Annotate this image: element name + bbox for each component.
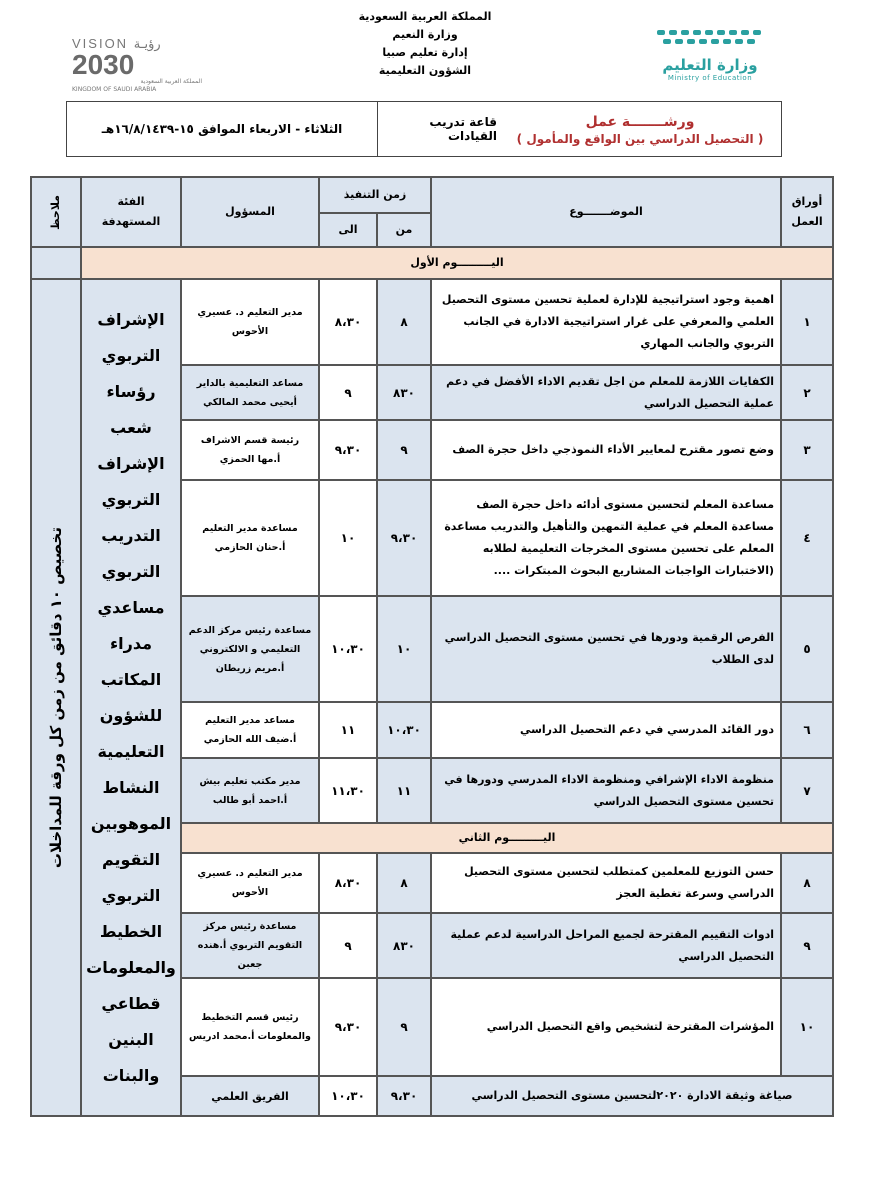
moe-logo-en: Ministry of Education — [667, 74, 753, 82]
schedule-table — [30, 176, 834, 1117]
row-number: ٩ — [781, 913, 833, 978]
row-responsible: مساعدة رئيس مركز التقويم التربوي أ.هنده جعبن — [181, 913, 319, 978]
workshop-title-cell — [497, 102, 783, 156]
row-number: ٣ — [781, 420, 833, 480]
row-from: ١٠،٣٠ — [377, 702, 431, 758]
row-responsible: رئيس قسم التخطيط والمعلومات أ.محمد ادريس — [181, 978, 319, 1076]
row-number: ١ — [781, 279, 833, 365]
row-from: ٨٣٠ — [377, 365, 431, 420]
workshop-title: ورشـــــــة عمل — [585, 114, 695, 130]
notes-cell — [31, 279, 81, 1116]
row-to: ١٠،٣٠ — [319, 1076, 377, 1116]
day-two-label: اليـــــــــوم الثاني — [181, 823, 833, 853]
venue-text: قاعة تدريب القيادات — [429, 115, 497, 143]
row-from: ٩ — [377, 978, 431, 1076]
col-header-responsible: المسؤول — [181, 177, 319, 247]
day-one-notes-blank — [31, 247, 81, 279]
row-responsible: مدير التعليم د. عسيري الأحوس — [181, 279, 319, 365]
row-topic: المؤشرات المقترحة لتشخيص واقع التحصيل الدراسي — [431, 978, 781, 1076]
moe-logo-ar: وزارة التعليم — [662, 56, 758, 74]
row-responsible: مساعد التعليمية بالداير أيحيى محمد المالكي — [181, 365, 319, 420]
moe-dots-icon — [655, 26, 765, 52]
row-topic: الفرص الرقمية ودورها في تحسين مستوى التحصيل الدراسي لدى الطلاب — [431, 596, 781, 702]
row-responsible: مدير التعليم د. عسيري الأحوس — [181, 853, 319, 913]
row-from: ٨ — [377, 279, 431, 365]
header-line: وزارة النعيم — [392, 28, 458, 41]
vision-logo-en: KINGDOM OF SAUDI ARABIA — [72, 86, 157, 93]
date-text: الثلاثاء - الاربعاء الموافق ١٥-١٦/٨/١٤٣٩هـ — [101, 122, 343, 136]
col-header-to: الى — [319, 213, 377, 247]
row-to: ٩،٣٠ — [319, 420, 377, 480]
vision-2030-logo — [72, 36, 202, 93]
row-number: ٤ — [781, 480, 833, 596]
row-to: ٨،٣٠ — [319, 279, 377, 365]
venue-cell — [377, 102, 497, 156]
vision-logo-ar: المملكة العربية السعودية — [140, 78, 202, 85]
notes-text: تخصيص ١٠ دقائق من زمن كل ورقة للمداخلات — [47, 526, 65, 869]
row-number: ٥ — [781, 596, 833, 702]
row-topic: منظومة الاداء الإشرافي ومنظومة الاداء المدرسي ودورها في تحسين مستوى التحصيل الدراسي — [431, 758, 781, 823]
row-responsible: مساعدة رئيس مركز الدعم التعليمي و الالكتروني أ.مريم زريطان — [181, 596, 319, 702]
col-header-target: الفئة المستهدفة — [81, 177, 181, 247]
row-responsible: مساعدة مدير التعليم أ.حنان الحازمي — [181, 480, 319, 596]
row-topic: مساعدة المعلم لتحسين مستوى أدائه داخل حجرة الصف مساعدة المعلم في عملية التمهين والتأهيل والتدريب مساعدة المعلم على تحسين مستوى المخرجات التعليمية لطلابه (الاختبارات الواجبات المشاريع البحوث المبتكرات .... — [431, 480, 781, 596]
row-topic: حسن التوزيع للمعلمين كمتطلب لتحسين مستوى التحصيل الدراسي وسرعة تغطية العجز — [431, 853, 781, 913]
row-topic: دور القائد المدرسي في دعم التحصيل الدراسي — [431, 702, 781, 758]
vision-logo-year: 2030 — [72, 49, 135, 80]
workshop-subtitle: ( التحصيل الدراسي بين الواقع والمأمول ) — [516, 132, 764, 146]
row-responsible: رئيسة قسم الاشراف أ.مها الحمزي — [181, 420, 319, 480]
ministry-header — [330, 8, 520, 80]
row-to: ١٠،٣٠ — [319, 596, 377, 702]
row-to: ٩ — [319, 365, 377, 420]
col-header-notes — [31, 177, 81, 247]
day-one-label: اليـــــــــوم الأول — [81, 247, 833, 279]
col-header-papers: أوراق العمل — [781, 177, 833, 247]
row-number: ٢ — [781, 365, 833, 420]
row-topic: وضع تصور مقترح لمعايير الأداء النموذجي داخل حجرة الصف — [431, 420, 781, 480]
col-header-topic: الموضـــــــوع — [431, 177, 781, 247]
row-topic: ادوات التقييم المقترحة لجميع المراحل الدراسية لدعم عملية التحصيل الدراسي — [431, 913, 781, 978]
row-to: ٨،٣٠ — [319, 853, 377, 913]
header-line: الشؤون التعليمية — [378, 64, 472, 77]
row-responsible: مدير مكتب تعليم بيش أ.احمد أبو طالب — [181, 758, 319, 823]
row-topic: اهمية وجود استراتيجية للإدارة لعملية تحسين مستوى التحصيل العلمي والمعرفي على غرار استراتيجية الادارة في الجانب التربوي والجانب المهاري — [431, 279, 781, 365]
row-number: ٨ — [781, 853, 833, 913]
vision-logo-top: VISION رؤيـة — [72, 36, 161, 51]
date-cell — [67, 102, 377, 156]
row-to: ٩،٣٠ — [319, 978, 377, 1076]
row-topic: الكفايات اللازمة للمعلم من اجل تقديم الاداء الأفضل في دعم عملية التحصيل الدراسي — [431, 365, 781, 420]
row-from: ٩،٣٠ — [377, 480, 431, 596]
row-responsible: مساعد مدير التعليم أ.ضيف الله الحازمي — [181, 702, 319, 758]
row-to: ١١،٣٠ — [319, 758, 377, 823]
row-to: ١٠ — [319, 480, 377, 596]
row-responsible: الفريق العلمي — [181, 1076, 319, 1116]
target-group-cell: الإشراف التربوي رؤساء شعب الإشراف التربوي التدريب التربوي مساعدي مدراء المكاتب للشؤون التعليمية النشاط الموهوبين التقويم التربوي الخطيط والمعلومات قطاعي البنين والبنات — [81, 279, 181, 1116]
col-header-time: زمن التنفيذ — [319, 177, 431, 213]
col-header-notes-text: ملاحظ — [49, 194, 62, 230]
row-from: ٨ — [377, 853, 431, 913]
header-line: المملكة العربية السعودية — [358, 10, 492, 23]
row-topic: صياغة وثيقة الادارة ٢٠٢٠لتحسين مستوى التحصيل الدراسي — [431, 1076, 833, 1116]
row-number: ٧ — [781, 758, 833, 823]
row-from: ٩،٣٠ — [377, 1076, 431, 1116]
workshop-info-bar — [66, 101, 782, 157]
header-line: إدارة تعليم صبيا — [382, 46, 468, 59]
row-to: ١١ — [319, 702, 377, 758]
row-from: ١١ — [377, 758, 431, 823]
row-from: ١٠ — [377, 596, 431, 702]
col-header-from: من — [377, 213, 431, 247]
row-number: ٦ — [781, 702, 833, 758]
row-from: ٨٣٠ — [377, 913, 431, 978]
row-to: ٩ — [319, 913, 377, 978]
row-number: ١٠ — [781, 978, 833, 1076]
ministry-of-education-logo — [650, 26, 770, 86]
row-from: ٩ — [377, 420, 431, 480]
